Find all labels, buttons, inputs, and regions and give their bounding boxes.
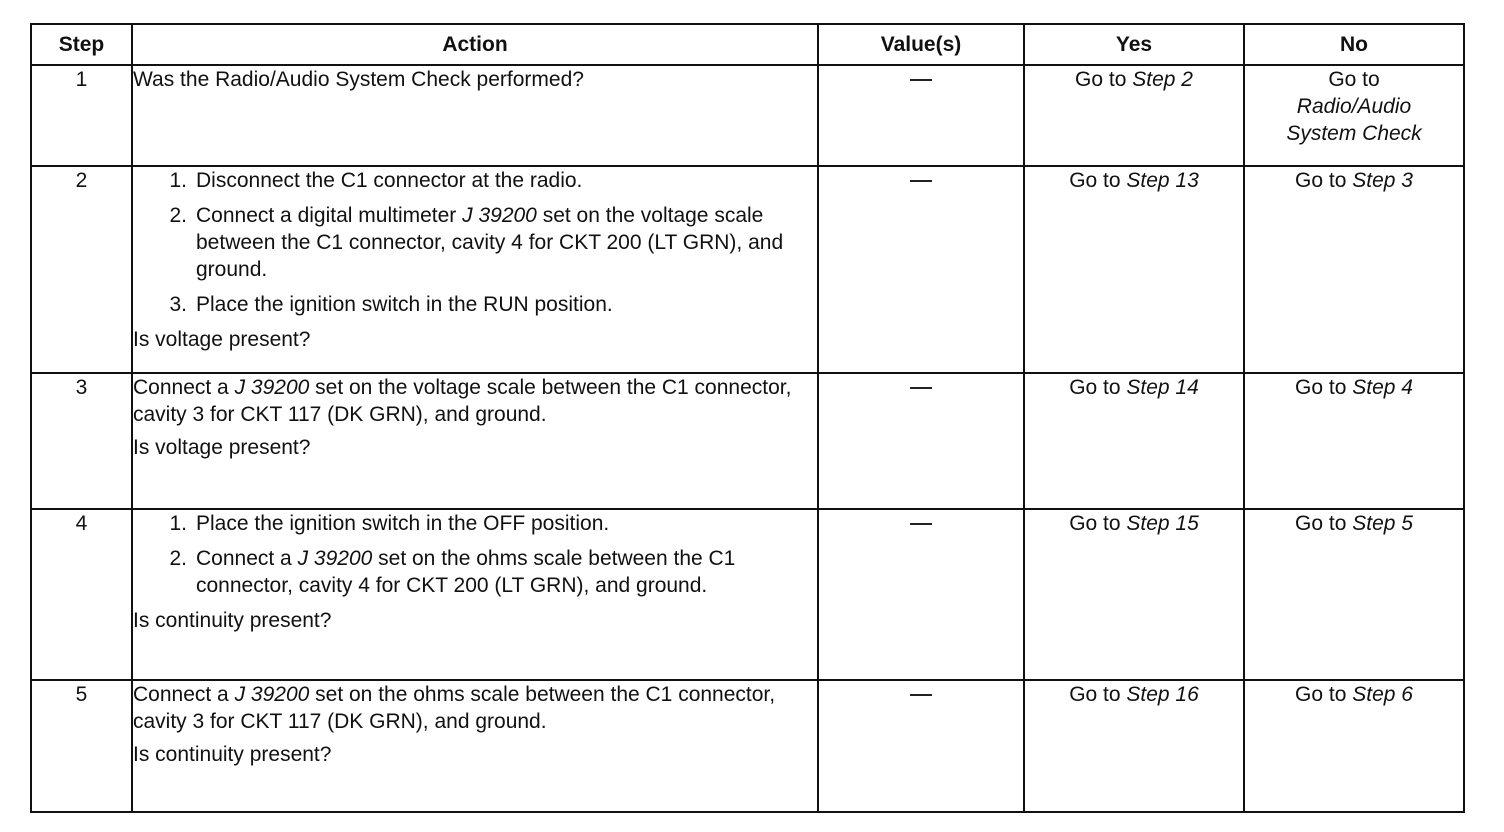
yes-cell: Go to Step 2 — [1024, 65, 1244, 166]
step-number: 2 — [31, 166, 132, 373]
tool-ref: J 39200 — [234, 683, 310, 706]
list-item: 2. Connect a J 39200 set on the ohms scale between the C1 connector, cavity 4 for CKT 200 (LT GRN), and ground. — [169, 547, 736, 597]
list-item: 1. Disconnect the C1 connector at the radio. — [169, 169, 583, 192]
list-item: 1. Place the ignition switch in the OFF position. — [169, 512, 610, 535]
header-action: Action — [132, 24, 818, 65]
no-cell: Go to Step 4 — [1244, 373, 1464, 509]
no-ref-line1: Radio/Audio — [1296, 95, 1412, 118]
action-cell — [132, 65, 818, 166]
yes-step-ref: Step 2 — [1132, 68, 1193, 91]
action-question: Is voltage present? — [133, 328, 311, 351]
yes-cell: Go to Step 14 — [1024, 373, 1244, 509]
step-number: 3 — [31, 373, 132, 509]
action-text: Connect a J 39200 set on the voltage scale between the C1 connector, cavity 3 for CKT 117 (DK GRN), and ground. — [133, 376, 792, 426]
no-cell: Go to Step 5 — [1244, 509, 1464, 680]
yes-step-ref: Step 16 — [1126, 683, 1199, 706]
yes-cell: Go to Step 15 — [1024, 509, 1244, 680]
tool-ref: J 39200 — [234, 376, 310, 399]
tool-ref: J 39200 — [462, 204, 537, 227]
table-row — [31, 166, 1464, 373]
action-cell — [132, 509, 818, 680]
header-values: Value(s) — [818, 24, 1024, 65]
yes-cell: Go to Step 16 — [1024, 680, 1244, 812]
yes-step-ref: Step 15 — [1126, 512, 1199, 535]
step-number: 1 — [31, 65, 132, 166]
table-row — [31, 509, 1464, 680]
no-cell: Go to Radio/Audio System Check — [1244, 65, 1464, 166]
no-step-ref: Step 3 — [1352, 169, 1413, 192]
dash-mark — [910, 180, 932, 182]
action-cell — [132, 680, 818, 812]
list-item: 3. Place the ignition switch in the RUN position. — [169, 293, 613, 316]
dash-mark — [910, 523, 932, 525]
no-ref-line2: System Check — [1286, 122, 1422, 145]
header-row — [31, 24, 1464, 65]
no-step-ref: Step 5 — [1352, 512, 1413, 535]
value-cell — [818, 373, 1024, 509]
dash-mark — [910, 694, 932, 696]
table-row — [31, 65, 1464, 166]
step-number: 4 — [31, 509, 132, 680]
no-step-ref: Step 4 — [1352, 376, 1413, 399]
header-no: No — [1244, 24, 1464, 65]
value-cell — [818, 509, 1024, 680]
diagnostic-table — [30, 23, 1465, 813]
no-cell: Go to Step 6 — [1244, 680, 1464, 812]
action-question: Is continuity present? — [133, 743, 332, 766]
header-yes: Yes — [1024, 24, 1244, 65]
yes-cell: Go to Step 13 — [1024, 166, 1244, 373]
table-row — [31, 373, 1464, 509]
action-cell — [132, 166, 818, 373]
action-question: Was the Radio/Audio System Check performed? — [133, 68, 584, 91]
value-cell — [818, 65, 1024, 166]
header-step: Step — [31, 24, 132, 65]
dash-mark — [910, 387, 932, 389]
tool-ref: J 39200 — [297, 547, 373, 570]
value-cell — [818, 166, 1024, 373]
value-cell — [818, 680, 1024, 812]
list-item: 2. Connect a digital multimeter J 39200 set on the voltage scale between the C1 connector, cavity 4 for CKT 200 (LT GRN), and ground. — [169, 204, 784, 281]
action-list — [133, 510, 817, 599]
action-list — [133, 167, 817, 318]
action-question: Is continuity present? — [133, 609, 332, 632]
no-step-ref: Step 6 — [1352, 683, 1413, 706]
action-text: Connect a J 39200 set on the ohms scale between the C1 connector, cavity 3 for CKT 117 (DK GRN), and ground. — [133, 683, 776, 733]
action-question: Is voltage present? — [133, 436, 311, 459]
yes-step-ref: Step 13 — [1126, 169, 1199, 192]
dash-mark — [910, 79, 932, 81]
no-cell: Go to Step 3 — [1244, 166, 1464, 373]
action-cell — [132, 373, 818, 509]
table-row — [31, 680, 1464, 812]
yes-step-ref: Step 14 — [1126, 376, 1199, 399]
step-number: 5 — [31, 680, 132, 812]
